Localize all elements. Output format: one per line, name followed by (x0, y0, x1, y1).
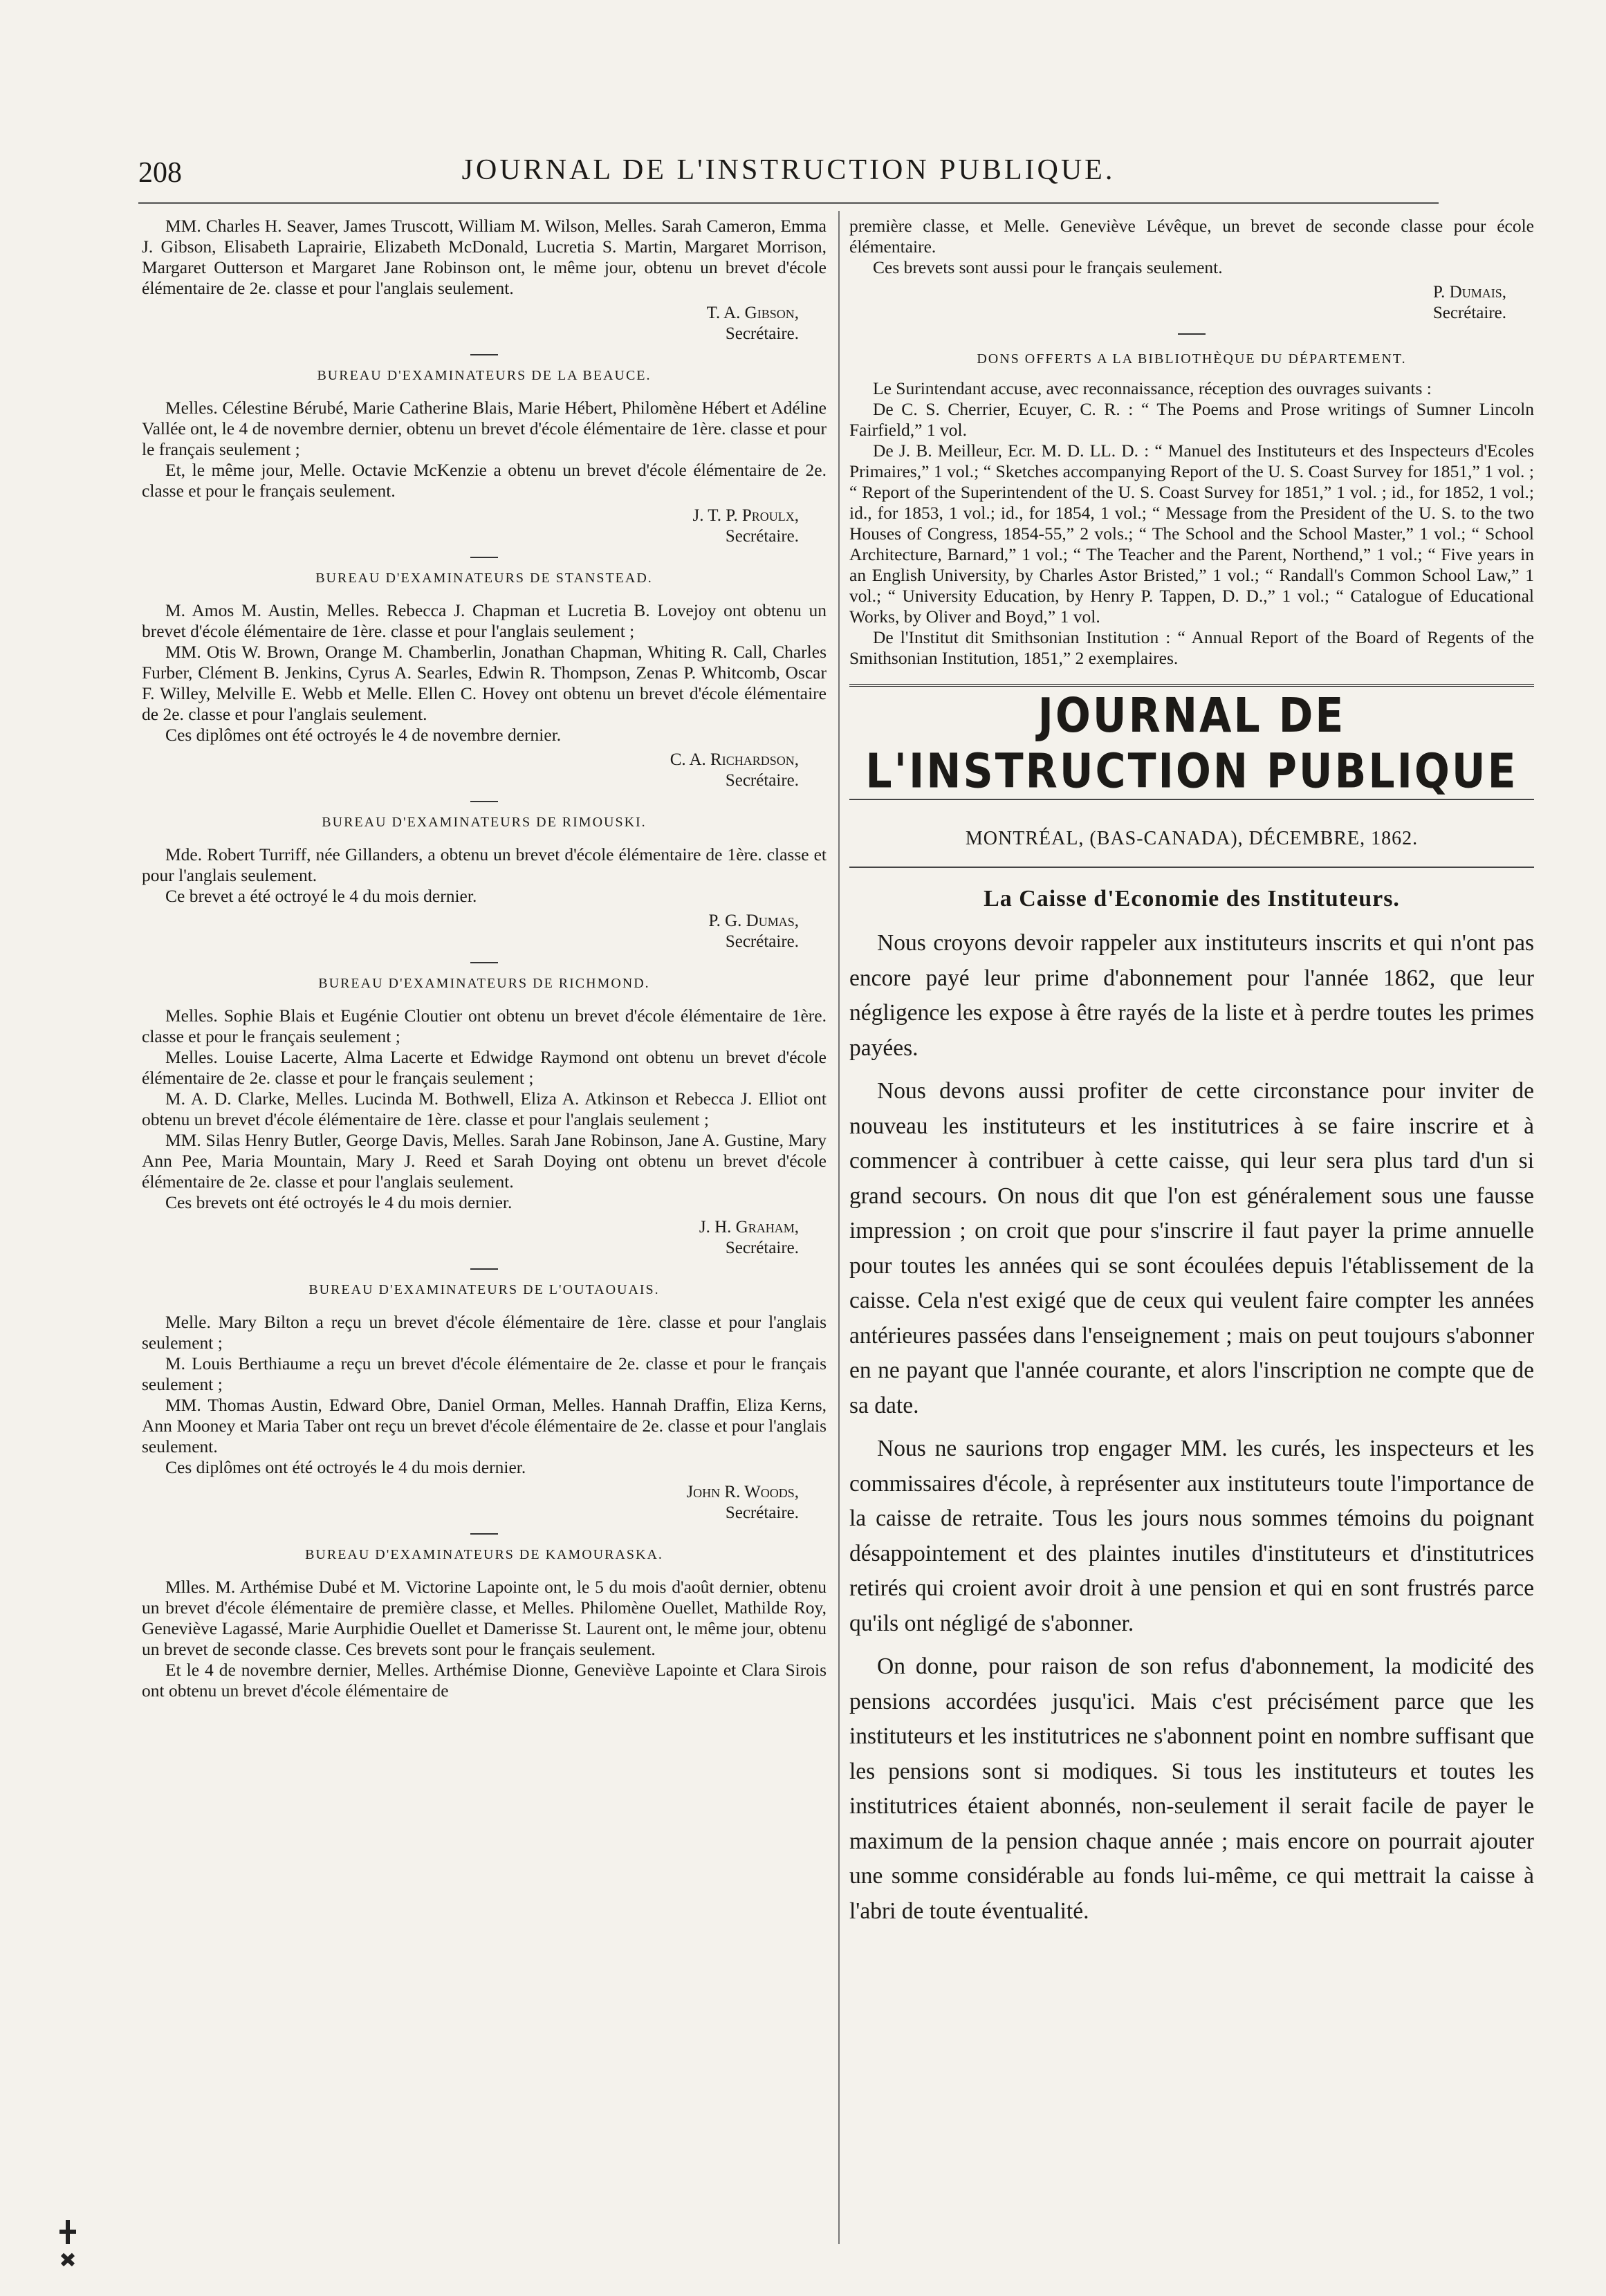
signature-title: Secrétaire. (725, 1239, 799, 1257)
paragraph: De C. S. Cherrier, Ecuyer, C. R. : “ The Poems and Prose writings of Sumner Lincoln Fairfield,” 1 vol. (849, 399, 1534, 440)
paragraph: MM. Silas Henry Butler, George Davis, Melles. Sarah Jane Robinson, Jane A. Gustine, Mary Ann Pee, Maria Mountain, Mary J. Reed et Sarah Doying ont obtenu un brevet d'école élémentaire de 2e. classe et pour l'anglais seulement. (142, 1130, 827, 1192)
paragraph: MM. Thomas Austin, Edward Obre, Daniel Orman, Melles. Hannah Draffin, Eliza Kerns, Ann Mooney et Maria Taber ont reçu un brevet d'école élémentaire de 2e. classe et pour l'anglais seulement. (142, 1395, 827, 1456)
separator-dash (470, 1268, 498, 1270)
paragraph: Et le 4 de novembre dernier, Melles. Arthémise Dionne, Geneviève Lapointe et Clara Sirois ont obtenu un brevet d'école élémentaire de (142, 1660, 827, 1701)
paragraph: Ces brevets ont été octroyés le 4 du mois dernier. (165, 1192, 513, 1212)
paragraph: De J. B. Meilleur, Ecr. M. D. LL. D. : “ Manuel des Instituteurs et des Inspecteurs d'Ecoles Primaires,” 1 vol.; “ Sketches accompanying Report of the U. S. Coast Survey for 1851,” 1 vol. ; “ Report of the Superintendent of the U. S. Coast Survey for 1851,” 1 vol. ; id., for 1852, 1 vol.; id., for 1853, 1 vol.; id., for 1854, 1 vol.; “ Message from the President of the U. S. to the two Houses of Congress, 1854-55,” 2 vols.; “ The School and the School Master,” 1 vol.; “ School Architecture, Barnard,” 1 vol.; “ The Teacher and the Parent, Northend,” 1 vol.; “ Five years in an English University, by Charles Astor Bristed,” 1 vol.; “ Randall's Common School Law,” 1 vol.; “ University Education, by Henry P. Tappen, D. D.,” 1 vol.; “ Catalogue of Educational Works, by Oliver and Boyd,” 1 vol. (849, 441, 1534, 627)
paragraph: Ces brevets sont aussi pour le français seulement. (873, 257, 1223, 277)
section-heading: BUREAU D'EXAMINATEURS DE RICHMOND. (318, 976, 650, 991)
paragraph: Et, le même jour, Melle. Octavie McKenzie a obtenu un brevet d'école élémentaire de 2e. classe et pour le français seulement. (142, 460, 827, 501)
donations-block (849, 378, 1534, 669)
notice-block (849, 216, 1534, 278)
dateline-rule (849, 867, 1534, 868)
signature (142, 1217, 827, 1259)
separator-dash (470, 962, 498, 963)
signature (142, 1482, 827, 1524)
paragraph: Mde. Robert Turriff, née Gillanders, a obtenu un brevet d'école élémentaire de 1ère. classe et pour l'anglais seulement. (142, 844, 827, 885)
paragraph: Melles. Louise Lacerte, Alma Lacerte et Edwidge Raymond ont obtenu un brevet d'école élémentaire de 2e. classe et pour le français seulement ; (142, 1047, 827, 1088)
section-heading: BUREAU D'EXAMINATEURS DE RIMOUSKI. (322, 815, 647, 830)
paragraph: Nous devons aussi profiter de cette circonstance pour inviter de nouveau les instituteurs et les institutrices à se faire inscrire et à commencer à contribuer à cette caisse, qui leur sera plus tard d'un si grand secours. On nous dit que l'on est généralement sous une fausse impression ; on croit que pour s'inscrire il faut payer la prime annuelle pour toutes les années qui se sont écoulées depuis l'établissement de la caisse. Cela n'est exigé que de ceux qui veulent faire compter les années antérieures passées dans l'enseignement ; mais on peut toujours s'abonner en ne payant que l'année courante, et alors l'inscription ne compte que de sa date. (849, 1078, 1534, 1418)
paragraph: Ces diplômes ont été octroyés le 4 de novembre dernier. (165, 725, 562, 745)
paragraph: Nous ne saurions trop engager MM. les curés, les inspecteurs et les commissaires d'école, à représenter aux instituteurs toute l'importance de la caisse de retraite. Tous les jours nous sommes témoins du poignant désappointement et des plaintes inutiles d'instituteurs et d'institutrices retirés qui croient avoir droit à une pension et qui en sont frustrés parce qu'ils ont négligé de s'abonner. (849, 1436, 1534, 1636)
paragraph: M. Amos M. Austin, Melles. Rebecca J. Chapman et Lucretia B. Lovejoy ont obtenu un brevet d'école élémentaire de 1ère. classe et pour l'anglais seulement ; (142, 600, 827, 641)
notice-block (142, 1006, 827, 1213)
paragraph: M. A. D. Clarke, Melles. Lucinda M. Bothwell, Eliza A. Atkinson et Rebecca J. Elliot ont obtenu un brevet d'école élémentaire de 1ère. classe et pour l'anglais seulement ; (142, 1089, 827, 1129)
page-header (138, 154, 1439, 202)
signature-name: J. H. Graham, (699, 1218, 799, 1237)
signature-title: Secrétaire. (725, 527, 799, 546)
section-heading: BUREAU D'EXAMINATEURS DE L'OUTAOUAIS. (308, 1282, 660, 1297)
margin-ink-mark (55, 2216, 80, 2279)
paragraph: On donne, pour raison de son refus d'abonnement, la modicité des pensions accordées jusqu'ici. Mais c'est précisément parce que les instituteurs et les institutrices ne s'abonnent point en nombre suffisant que les pensions sont si modiques. Si tous les instituteurs et toutes les institutrices étaient abonnés, non-seulement il serait facile de payer le maximum de la pension chaque année ; mais encore on pourrait ajouter une somme considérable au fonds lui-même, ce qui mettrait la caisse à l'abri de toute éventualité. (849, 1654, 1534, 1924)
section-heading: BUREAU D'EXAMINATEURS DE STANSTEAD. (315, 571, 653, 586)
signature-name: T. A. Gibson, (706, 304, 799, 322)
left-column (142, 216, 827, 1701)
notice-block (142, 1577, 827, 1701)
paragraph: Ces diplômes ont été octroyés le 4 du mois dernier. (165, 1457, 526, 1477)
signature-name: J. T. P. Proulx, (692, 506, 799, 525)
signature-title: Secrétaire. (725, 771, 799, 790)
paragraph: MM. Otis W. Brown, Orange M. Chamberlin, Jonathan Chapman, Whiting R. Call, Charles Furber, Clément B. Jenkins, Cyrus A. Searles, Edwin R. Thompson, Zenas P. Whitcomb, Oscar F. Willey, Melville E. Webb et Melle. Ellen C. Hovey ont obtenu un brevet d'école élémentaire de 2e. classe et pour l'anglais seulement. (142, 642, 827, 724)
article-title: La Caisse d'Economie des Instituteurs. (984, 886, 1400, 911)
notice-block (142, 398, 827, 501)
masthead-rule-top (849, 684, 1534, 687)
dateline: MONTRÉAL, (BAS-CANADA), DÉCEMBRE, 1862. (965, 828, 1419, 849)
signature-name: P. Dumais, (1433, 283, 1506, 302)
paragraph: Mlles. M. Arthémise Dubé et M. Victorine Lapointe ont, le 5 du mois d'août dernier, obtenu un brevet d'école élémentaire de première classe, et Melles. Philomène Ouellet, Mathilde Roy, Geneviève Lagassé, Marie Aurphidie Ouellet et Damerisse St. Laurent ont, le même jour, obtenu un brevet de seconde classe. Ces brevets sont pour le français seulement. (142, 1577, 827, 1659)
paragraph: Melle. Mary Bilton a reçu un brevet d'école élémentaire de 1ère. classe et pour l'anglais seulement ; (142, 1312, 827, 1353)
signature (142, 506, 827, 547)
paragraph: première classe, et Melle. Geneviève Lévêque, un brevet de seconde classe pour école élémentaire. (849, 216, 1534, 257)
signature-title: Secrétaire. (1432, 304, 1506, 322)
paragraph: De l'Institut dit Smithsonian Institution : “ Annual Report of the Board of Regents of the Smithsonian Institution, 1851,” 2 exemplaires. (849, 627, 1534, 668)
page-number: 208 (138, 157, 182, 189)
signature (142, 303, 827, 344)
column-divider (838, 211, 840, 2244)
separator-dash (470, 354, 498, 355)
section-heading: DONS OFFERTS A LA BIBLIOTHÈQUE DU DÉPARTEMENT. (977, 351, 1407, 367)
signature-title: Secrétaire. (725, 1503, 799, 1522)
notice-block (142, 600, 827, 746)
signature-name: C. A. Richardson, (670, 750, 799, 769)
running-title: JOURNAL DE L'INSTRUCTION PUBLIQUE. (461, 154, 1116, 186)
article-body (849, 926, 1534, 1929)
notice-block (142, 844, 827, 907)
notice-block (142, 1312, 827, 1478)
paragraph: Ce brevet a été octroyé le 4 du mois dernier. (165, 886, 477, 906)
separator-dash (470, 801, 498, 802)
paragraph: Melles. Sophie Blais et Eugénie Cloutier ont obtenu un brevet d'école élémentaire de 1ère. classe et pour le français seulement ; (142, 1006, 827, 1046)
section-heading: BUREAU D'EXAMINATEURS DE LA BEAUCE. (317, 368, 652, 383)
header-rule (138, 202, 1439, 204)
paragraph: Le Surintendant accuse, avec reconnaissance, réception des ouvrages suivants : (873, 378, 1432, 398)
section-heading: BUREAU D'EXAMINATEURS DE KAMOURASKA. (305, 1547, 663, 1562)
signature (142, 750, 827, 791)
paragraph: MM. Charles H. Seaver, James Truscott, William M. Wilson, Melles. Sarah Cameron, Emma J. Gibson, Elisabeth Laprairie, Elizabeth McDonald, Lucretia S. Martin, Margaret Morrison, Margaret Outterson et Margaret Jane Robinson ont, le même jour, obtenu un brevet d'école élémentaire de 2e. classe et pour l'anglais seulement. (142, 216, 827, 298)
right-column (849, 216, 1534, 1937)
separator-dash (470, 557, 498, 558)
signature-name: P. G. Dumas, (708, 911, 799, 930)
paragraph: Melles. Célestine Bérubé, Marie Catherine Blais, Marie Hébert, Philomène Hébert et Adéline Vallée ont, le 4 de novembre dernier, obtenu un brevet d'école élémentaire de 1ère. classe et pour le français seulement ; (142, 398, 827, 459)
paragraph: M. Louis Berthiaume a reçu un brevet d'école élémentaire de 2e. classe et pour le français seulement ; (142, 1353, 827, 1394)
notice-block (142, 216, 827, 299)
paragraph: Nous croyons devoir rappeler aux instituteurs inscrits et qui n'ont pas encore payé leur prime d'abonnement pour l'année 1862, que leur négligence les expose à être rayés de la liste et à perdre toutes les primes payées. (849, 930, 1534, 1061)
signature (142, 911, 827, 952)
signature-title: Secrétaire. (725, 932, 799, 951)
signature-title: Secrétaire. (725, 324, 799, 343)
signature (849, 282, 1534, 324)
separator-dash (470, 1533, 498, 1535)
signature-name: John R. Woods, (686, 1483, 799, 1501)
separator-dash (1178, 333, 1206, 335)
masthead-title: JOURNAL DE L'INSTRUCTION PUBLIQUE (865, 687, 1518, 799)
